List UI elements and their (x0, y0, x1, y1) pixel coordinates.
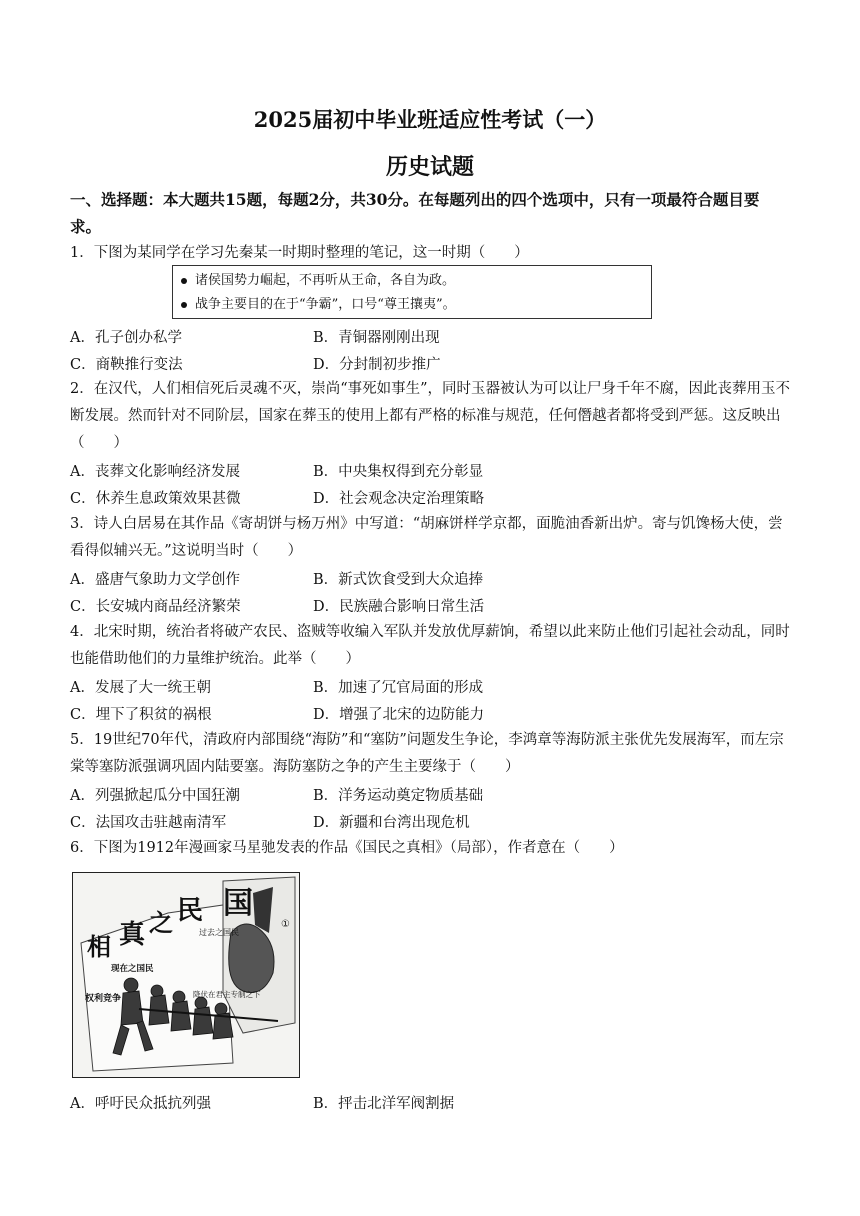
subject-title: 历史试题 (385, 154, 474, 180)
q2-option-b: B．中央集权得到充分彰显 (313, 464, 484, 480)
q2-option-d: D．社会观念决定治理策略 (313, 491, 485, 507)
q3-option-d: D．民族融合影响日常生活 (313, 599, 485, 615)
q4-option-b: B．加速了冗官局面的形成 (313, 680, 484, 696)
q2-option-a: A．丧葬文化影响经济发展 (70, 464, 240, 480)
q5-option-b: B．洋务运动奠定物质基础 (313, 788, 484, 804)
cartoon-title-char: 之 (149, 908, 173, 937)
question-4-stem: 4．北宋时期，统治者将破产农民、盗贼等收编入军队并发放优厚薪饷，希望以此来防止他们引起社会动乱，同时也能借助他们的力量维护统治。此举（ ） (70, 624, 790, 667)
cartoon-label-present: 现在之国民 (111, 964, 154, 974)
cartoon-circle-mark: ① (281, 919, 290, 930)
question-3-stem: 3．诗人白居易在其作品《寄胡饼与杨万州》中写道：“胡麻饼样学京都，面脆油香新出炉。寄与饥馋杨大使，尝看得似辅兴无。”这说明当时（ ） (70, 516, 783, 559)
q6-option-a: A．呼吁民众抵抗列强 (70, 1096, 211, 1112)
bullet-icon (181, 278, 187, 284)
q3-option-b: B．新式饮食受到大众追捧 (313, 572, 484, 588)
q2-option-c: C．休养生息政策效果甚微 (70, 491, 241, 507)
q5-option-a: A．列强掀起瓜分中国狂潮 (70, 788, 240, 804)
cartoon-title-char: 真 (119, 920, 146, 950)
cartoon-label-rights: 权利竞争 (85, 994, 122, 1004)
cartoon-label-past: 过去之国民 (199, 928, 239, 937)
section-heading: 一、选择题：本大题共15题，每题2分，共30分。在每题列出的四个选项中，只有一项最符合题目要求。 (70, 190, 760, 236)
q6-option-b: B．抨击北洋军阀割据 (313, 1096, 455, 1112)
cartoon-title-char: 国 (223, 886, 253, 921)
cartoon-label-bottom: 降伏在君主专制之下 (193, 990, 261, 999)
question-1-stem: 1．下图为某同学在学习先秦某一时期时整理的笔记，这一时期（ ） (70, 245, 529, 261)
bullet-icon (181, 302, 187, 308)
note-item: 战争主要目的在于“争霸”，口号“尊王攘夷”。 (181, 293, 643, 317)
note-item: 诸侯国势力崛起，不再听从王命，各自为政。 (181, 269, 643, 293)
q1-option-b: B．青铜器刚刚出现 (313, 330, 440, 346)
q5-option-c: C．法国攻击驻越南清军 (70, 815, 227, 831)
cartoon-title-char: 相 (87, 932, 111, 961)
q1-option-c: C．商鞅推行变法 (70, 357, 183, 373)
question-2-stem: 2．在汉代，人们相信死后灵魂不灭，崇尚“事死如事生”，同时玉器被认为可以让尸身千年不腐，因此丧葬用玉不断发展。然而针对不同阶层，国家在葬玉的使用上都有严格的标准与规范，任何僭越者都将受到严惩。这反映出（ ） (70, 381, 791, 451)
notes-box (172, 265, 652, 319)
q3-option-c: C．长安城内商品经济繁荣 (70, 599, 241, 615)
question-5-stem: 5．19世纪70年代，清政府内部围绕“海防”和“塞防”问题发生争论，李鸿章等海防派主张优先发展海军，而左宗棠等塞防派强调巩固内陆要塞。海防塞防之争的产生主要缘于（ ） (70, 732, 784, 775)
exam-title: 2025届初中毕业班适应性考试（一） (253, 107, 607, 132)
question-6-stem: 6．下图为1912年漫画家马星驰发表的作品《国民之真相》（局部），作者意在（ ） (70, 840, 624, 856)
cartoon-figure (72, 872, 300, 1078)
q5-option-d: D．新疆和台湾出现危机 (313, 815, 470, 831)
q4-option-d: D．增强了北宋的边防能力 (313, 707, 485, 723)
q4-option-c: C．埋下了积贫的祸根 (70, 707, 212, 723)
q4-option-a: A．发展了大一统王朝 (70, 680, 211, 696)
q1-option-d: D．分封制初步推广 (313, 357, 441, 373)
cartoon-title-char: 民 (177, 896, 204, 926)
q3-option-a: A．盛唐气象助力文学创作 (70, 572, 240, 588)
q1-option-a: A．孔子创办私学 (70, 330, 182, 346)
